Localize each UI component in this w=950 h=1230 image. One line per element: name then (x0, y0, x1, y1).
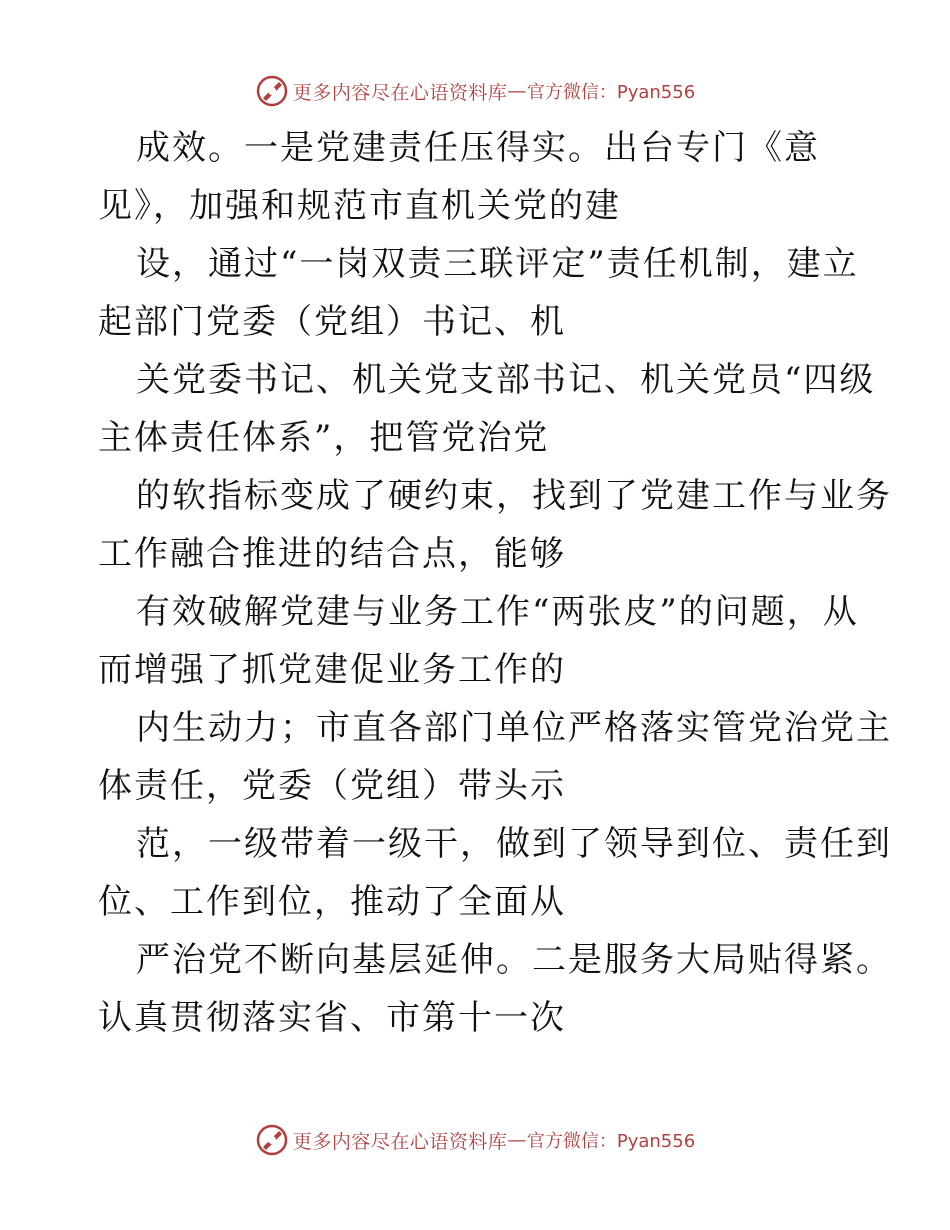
watermark-wechat: 官方微信：Pyan556 (526, 82, 696, 103)
text-line: 成效。一是党建责任压得实。出台专门《意 (136, 128, 820, 168)
text-line: 起部门党委（党组）书记、机 (98, 302, 566, 342)
text-line: 的软指标变成了硬约束，找到了党建工作与业务 (136, 476, 892, 516)
header-watermark (0, 71, 950, 111)
watermark-text: 更多内容尽在心语资料库 (292, 1130, 508, 1153)
text-line: 工作融合推进的结合点，能够 (98, 534, 566, 574)
text-line: 严治党不断向基层延伸。二是服务大局贴得紧。 (136, 940, 892, 980)
text-line: 关党委书记、机关党支部书记、机关党员“四级 (136, 360, 876, 400)
text-line: 内生动力；市直各部门单位严格落实管党治党主 (136, 708, 892, 748)
watermark-dash: — (507, 1129, 527, 1151)
text-line: 体责任，党委（党组）带头示 (98, 766, 566, 806)
quill-logo-icon (255, 1123, 289, 1157)
watermark-dash: — (507, 80, 527, 102)
text-line: 位、工作到位，推动了全面从 (98, 882, 566, 922)
footer-watermark (0, 1120, 950, 1160)
text-line: 而增强了抓党建促业务工作的 (98, 650, 566, 690)
text-line: 范，一级带着一级干，做到了领导到位、责任到 (136, 824, 892, 864)
quill-logo-icon (255, 74, 289, 108)
text-line: 有效破解党建与业务工作“两张皮”的问题，从 (136, 592, 859, 632)
text-line: 设，通过“一岗双责三联评定”责任机制，建立 (136, 244, 859, 284)
text-line: 主体责任体系”，把管党治党 (98, 418, 550, 458)
text-line: 见》，加强和规范市直机关党的建 (98, 186, 621, 226)
watermark-text: 更多内容尽在心语资料库 (292, 81, 508, 104)
watermark-wechat: 官方微信：Pyan556 (526, 1131, 696, 1152)
text-line: 认真贯彻落实省、市第十一次 (98, 998, 566, 1038)
